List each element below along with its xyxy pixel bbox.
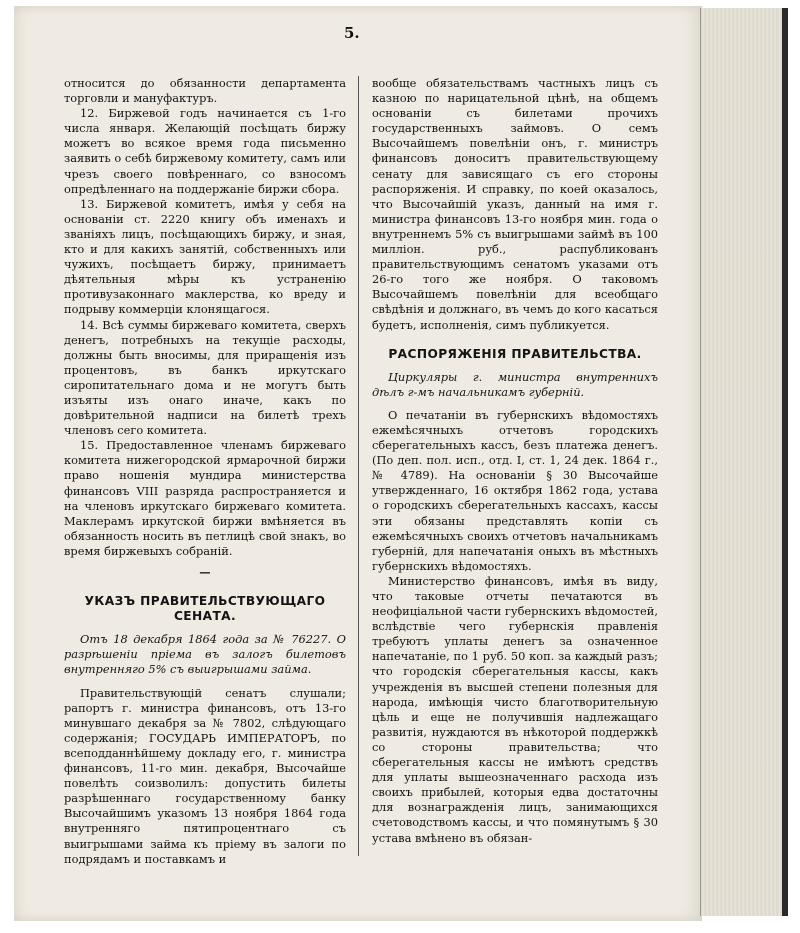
page-edges	[700, 8, 787, 916]
column-rule	[358, 76, 359, 856]
article-15: 15. Предоставленное членамъ биржеваго комитета нижегородской ярмарочной биржи право ношенія мундира министерства финансовъ VIII разряда распространяется и на членовъ иркутскаго биржеваго комитета. Маклерамъ иркутской биржи вмѣняется въ обязанность носить въ петлицѣ свой знакъ, во время биржевыхъ собраній.	[64, 438, 346, 558]
senate-decree-subheading: Отъ 18 декабря 1864 года за № 76227. О разрѣшеніи пріема въ залогъ билетовъ внутренняго 5% съ выигрышами займа.	[64, 632, 346, 677]
decree-continuation: вообще обязательствамъ частныхъ лицъ съ казною по нарицательной цѣнѣ, на общемъ основаніи съ билетами прочихъ государственныхъ займовъ. О семъ Высочайшемъ повелѣніи онъ, г. министръ финансовъ доноситъ правительствующему сенату для зависящаго съ его стороны распоряженія. И справку, по коей оказалось, что Высочайшій указъ, данный на имя г. министра финансовъ 13-го ноября мин. года о внутреннемъ 5% съ выигрышами займѣ въ 100 милліон. руб., распубликованъ правительствующимъ сенатомъ указами отъ 26-го того же ноября. О таковомъ Высочайшемъ повелѣніи для всеобщаго свѣдѣнія и должнаго, въ чемъ до кого касаться будетъ, исполненія, симъ публикуется.	[372, 76, 658, 332]
section-divider: —	[199, 565, 211, 579]
left-column	[64, 76, 346, 867]
right-column	[372, 76, 658, 846]
senate-decree-heading: УКАЗЪ ПРАВИТЕЛЬСТВУЮЩАГО СЕНАТА.	[84, 594, 326, 624]
circulars-subheading: Циркуляры г. министра внутреннихъ дѣлъ г-мъ начальникамъ губерній.	[372, 369, 658, 399]
circular-paragraph-1: О печатаніи въ губернскихъ вѣдомостяхъ ежемѣсячныхъ отчетовъ городскихъ сберегательныхъ кассъ, безъ платежа денегъ. (По деп. пол. исп., отд. I, ст. 1, 24 дек. 1864 г., № 4789). На основаніи § 30 Высочайше утвержденнаго, 16 октября 1862 года, устава о городскихъ сберегательныхъ кассахъ, кассы эти обязаны представлять копіи съ ежемѣсячныхъ своихъ отчетовъ начальникамъ губерній, для напечатанія оныхъ въ мѣстныхъ губернскихъ вѣдомостяхъ.	[372, 407, 658, 573]
article-14: 14. Всѣ суммы биржеваго комитета, сверхъ денегъ, потребныхъ на текущіе расходы, должны быть вносимы, для приращенія изъ процентовъ, въ банкъ иркутскаго сиропитательнаго дома и не могутъ быть изъяты изъ онаго иначе, какъ по довѣрительной надписи на билетѣ трехъ членовъ сего комитета.	[64, 317, 346, 438]
continuation-paragraph: относится до обязанности департамента торговли и мануфактуръ.	[64, 76, 346, 106]
government-orders-heading: РАСПОРЯЖЕНІЯ ПРАВИТЕЛЬСТВА.	[388, 346, 642, 361]
article-12: 12. Биржевой годъ начинается съ 1-го числа января. Желающій посѣщать биржу можетъ во всякое время года письменно заявить о себѣ биржевому комитету, самъ или чрезъ своего повѣреннаго, со взносомъ опредѣленнаго на поддержаніе биржи сбора.	[64, 106, 346, 196]
book-shadow	[782, 8, 788, 916]
article-13: 13. Биржевой комитетъ, имѣя у себя на основаніи ст. 2220 книгу объ именахъ и званіяхъ лицъ, посѣщающихъ биржу, и зная, кто и для какихъ занятій, собственныхъ или чужихъ, посѣщаетъ биржу, принимаетъ дѣятельныя мѣры къ устраненію противузаконнаго маклерства, ко вреду и подрыву коммерціи клонящагося.	[64, 196, 346, 317]
page-number: 5.	[344, 24, 360, 42]
circular-paragraph-2: Министерство финансовъ, имѣя въ виду, что таковые отчеты печатаются въ неофиціальной части губернскихъ вѣдомостей, вслѣдствіе чего губернскія правленія требуютъ уплаты денегъ за означенное напечатаніе, по 1 руб. 50 коп. за каждый разъ; что городскія сберегательныя кассы, какъ учрежденія въ высшей степени полезныя для народа, имѣющія чисто благотворительную цѣль и еще не получившія надлежащаго развитія, нуждаются въ нѣкоторой поддержкѣ со стороны правительства; что сберегательныя кассы не имѣютъ средствъ для уплаты вышеозначеннаго расхода изъ своихъ прибылей, которыя едва достаточны для вознагражденія лицъ, занимающихся счетоводствомъ кассы, и что помянутымъ § 30 устава вмѣнено въ обязан-	[372, 573, 658, 845]
senate-decree-body: Правительствующій сенатъ слушали; рапортъ г. министра финансовъ, отъ 13-го минувшаго декабря за № 7802, слѣдующаго содержанія; ГОСУДАРЬ ИМПЕРАТОРЪ, по всеподданнѣйшему докладу его, г. министра финансовъ, 11-го мин. декабря, Высочайше повелѣть соизволилъ: допустить билеты разрѣшеннаго государственному банку Высочайшимъ указомъ 13 ноября 1864 года внутренняго пятипроцентнаго съ выигрышами займа къ пріему въ залоги по подрядамъ и поставкамъ и	[64, 685, 346, 866]
